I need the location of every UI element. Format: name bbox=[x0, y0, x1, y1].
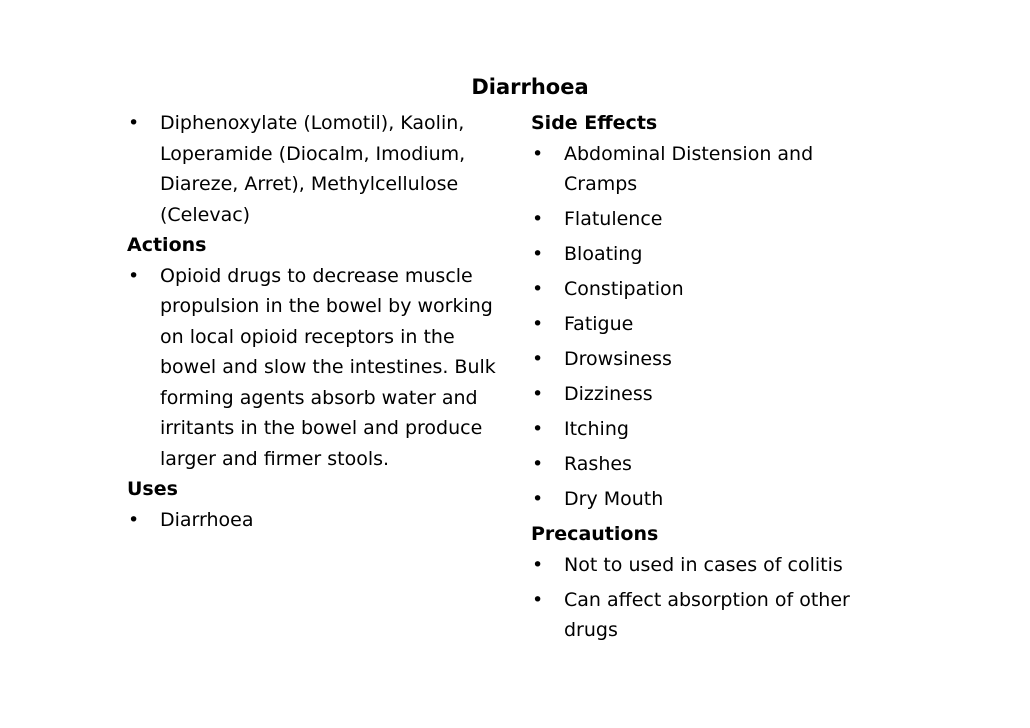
precaution-text: Can affect absorption of other drugs bbox=[564, 588, 850, 641]
bullet-icon: • bbox=[532, 348, 544, 370]
precautions-list bbox=[531, 550, 881, 646]
uses-list bbox=[127, 505, 507, 536]
uses-text: Diarrhoea bbox=[160, 508, 254, 531]
slide-title: Diarrhoea bbox=[471, 75, 589, 99]
actions-list bbox=[127, 261, 507, 475]
side-effect-text: Bloating bbox=[564, 243, 643, 265]
list-item bbox=[127, 108, 507, 230]
side-effect-text: Fatigue bbox=[564, 313, 634, 335]
list-item bbox=[531, 344, 881, 375]
bullet-icon: • bbox=[532, 142, 544, 165]
list-item bbox=[531, 379, 881, 410]
bullet-icon: • bbox=[532, 453, 544, 475]
list-item bbox=[127, 261, 507, 475]
bullet-icon: • bbox=[532, 588, 544, 611]
uses-heading: Uses bbox=[127, 478, 178, 500]
precaution-text: Not to used in cases of colitis bbox=[564, 553, 843, 576]
list-item bbox=[531, 414, 881, 445]
bullet-icon: • bbox=[532, 313, 544, 335]
side-effects-list bbox=[531, 139, 881, 515]
bullet-icon: • bbox=[128, 112, 140, 134]
bullet-icon: • bbox=[532, 278, 544, 300]
side-effect-text: Dizziness bbox=[564, 383, 653, 405]
right-column bbox=[531, 108, 881, 650]
bullet-icon: • bbox=[532, 488, 544, 510]
list-item bbox=[531, 204, 881, 235]
actions-heading: Actions bbox=[127, 234, 207, 256]
bullet-icon: • bbox=[532, 383, 544, 405]
side-effect-text: Flatulence bbox=[564, 208, 663, 230]
side-effect-text: Rashes bbox=[564, 453, 632, 475]
bullet-icon: • bbox=[532, 243, 544, 265]
bullet-icon: • bbox=[128, 508, 140, 531]
list-item bbox=[531, 484, 881, 515]
list-item bbox=[127, 505, 507, 536]
bullet-icon: • bbox=[532, 418, 544, 440]
list-item bbox=[531, 449, 881, 480]
actions-text: Opioid drugs to decrease muscle propulsion in the bowel by working on local opioid receptors in the bowel and slow the intestines. Bulk forming agents absorb water and irritants in the bowel and produce larger and firmer stools. bbox=[160, 264, 496, 470]
drugs-text: Diphenoxylate (Lomotil), Kaolin, Loperamide (Diocalm, Imodium, Diareze, Arret), Methylcellulose (Celevac) bbox=[160, 112, 466, 226]
bullet-icon: • bbox=[532, 208, 544, 230]
list-item bbox=[531, 239, 881, 270]
drugs-list bbox=[127, 108, 507, 230]
side-effects-heading: Side Effects bbox=[531, 112, 658, 134]
precautions-heading: Precautions bbox=[531, 523, 659, 545]
side-effect-text: Constipation bbox=[564, 278, 684, 300]
side-effect-text: Abdominal Distension and Cramps bbox=[564, 142, 814, 195]
list-item bbox=[531, 139, 881, 200]
left-column bbox=[127, 108, 507, 535]
list-item bbox=[531, 585, 881, 646]
list-item bbox=[531, 274, 881, 305]
side-effect-text: Dry Mouth bbox=[564, 488, 664, 510]
list-item bbox=[531, 550, 881, 581]
side-effect-text: Drowsiness bbox=[564, 348, 672, 370]
side-effect-text: Itching bbox=[564, 418, 629, 440]
bullet-icon: • bbox=[128, 264, 140, 287]
list-item bbox=[531, 309, 881, 340]
bullet-icon: • bbox=[532, 553, 544, 576]
